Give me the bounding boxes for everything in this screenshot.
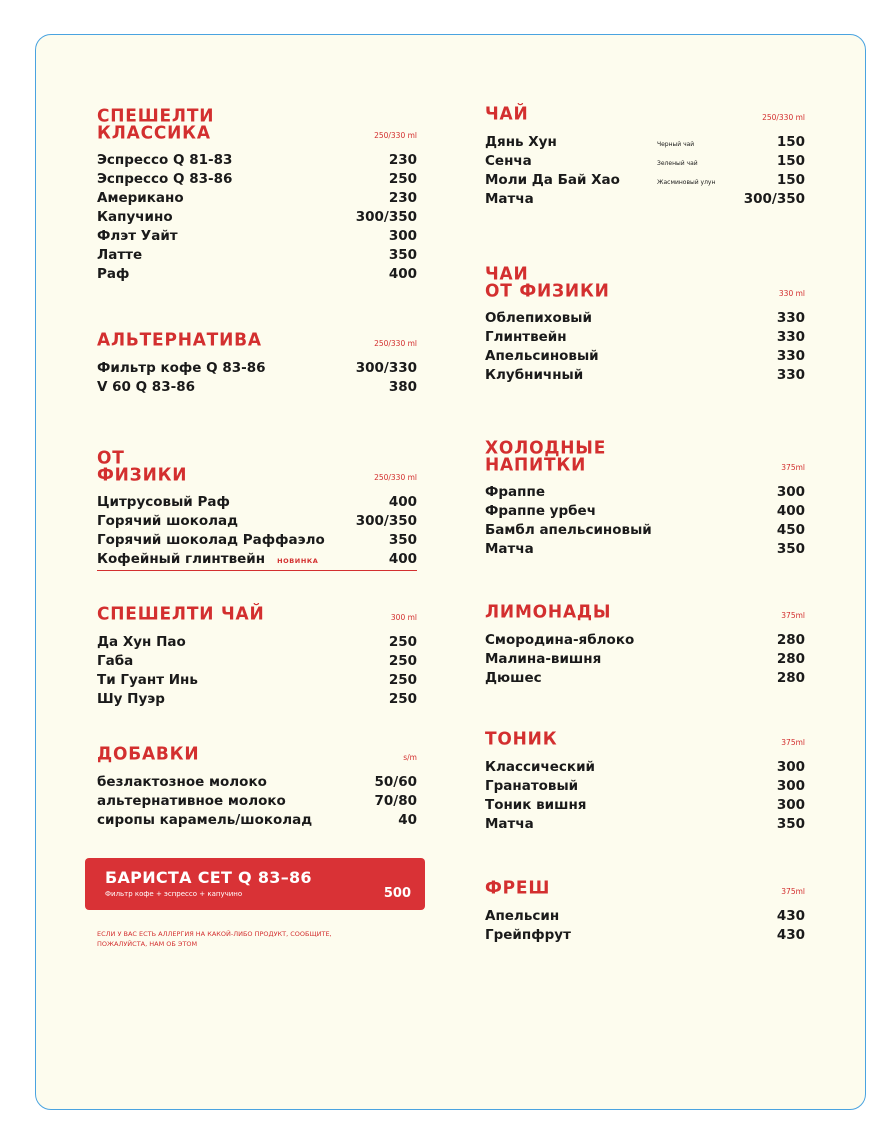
item-price: 330	[776, 329, 805, 345]
section-title: ЧАЙ	[485, 103, 529, 125]
section-header	[97, 743, 417, 765]
item-name: Ти Гуант Инь	[97, 672, 198, 688]
barista-set-price: 500	[383, 886, 411, 901]
menu-item	[485, 310, 805, 329]
menu-section	[97, 329, 417, 398]
item-name: Эспрессо Q 81-83	[97, 152, 233, 168]
menu-item	[485, 908, 805, 927]
item-list	[97, 634, 417, 710]
section-volume: 250/330 ml	[374, 131, 417, 140]
section-header	[97, 105, 417, 144]
item-price: 400	[776, 503, 805, 519]
item-price: 400	[388, 266, 417, 282]
menu-item	[97, 812, 417, 831]
menu-item	[485, 816, 805, 835]
menu-item	[485, 670, 805, 689]
item-name: Сенча	[485, 153, 532, 169]
item-price: 50/60	[374, 774, 417, 790]
menu-item	[485, 172, 805, 191]
item-price: 300/330	[355, 360, 417, 376]
menu-item	[97, 774, 417, 793]
item-list	[97, 494, 417, 571]
item-name: Габа	[97, 653, 134, 669]
item-name: Фраппе урбеч	[485, 503, 596, 519]
menu-item	[97, 360, 417, 379]
item-name: Классический	[485, 759, 596, 775]
item-price: 350	[388, 532, 417, 548]
item-name: Апельсиновый	[485, 348, 599, 364]
menu-item	[485, 522, 805, 541]
item-list	[485, 310, 805, 386]
item-price: 280	[776, 632, 805, 648]
menu-item	[97, 247, 417, 266]
section-header	[485, 103, 805, 125]
menu-item	[485, 484, 805, 503]
section-header	[485, 877, 805, 899]
item-name: Шу Пуэр	[97, 691, 165, 707]
menu-item	[97, 494, 417, 513]
section-title: ФРЕШ	[485, 877, 551, 899]
item-name: Цитрусовый Раф	[97, 494, 230, 510]
section-title: ХОЛОДНЫЕ НАПИТКИ	[485, 437, 607, 476]
section-volume: 375ml	[781, 611, 805, 620]
item-price: 450	[776, 522, 805, 538]
item-name: Тоник вишня	[485, 797, 587, 813]
item-list	[485, 484, 805, 560]
section-volume: 250/330 ml	[374, 339, 417, 348]
menu-section	[485, 728, 805, 835]
item-name: Дюшес	[485, 670, 542, 686]
item-price: 280	[776, 651, 805, 667]
menu-item	[485, 797, 805, 816]
menu-section	[485, 103, 805, 210]
item-name: Капучино	[97, 209, 173, 225]
item-price: 300/350	[743, 191, 805, 207]
section-title: СПЕШЕЛТИ ЧАЙ	[97, 603, 265, 625]
item-price: 430	[776, 927, 805, 943]
item-note: Зеленый чай	[657, 160, 698, 167]
menu-item	[97, 379, 417, 398]
section-header	[97, 603, 417, 625]
item-price: 330	[776, 348, 805, 364]
item-price: 250	[388, 691, 417, 707]
section-volume: 250/330 ml	[762, 113, 805, 122]
menu-item	[485, 153, 805, 172]
item-name: Горячий шоколад	[97, 513, 239, 529]
section-title: ДОБАВКИ	[97, 743, 200, 765]
item-name: Кофейный глинтвейн	[97, 551, 266, 567]
item-price: 250	[388, 672, 417, 688]
new-badge: НОВИНКА	[277, 557, 319, 565]
item-price: 350	[776, 816, 805, 832]
item-price: 330	[776, 310, 805, 326]
menu-section	[485, 877, 805, 946]
menu-item	[485, 503, 805, 522]
section-volume: s/m	[403, 753, 417, 762]
menu-item	[97, 209, 417, 228]
item-price: 350	[388, 247, 417, 263]
section-volume: 330 ml	[778, 289, 805, 298]
item-note: Жасминовый улун	[657, 179, 716, 186]
menu-section	[97, 743, 417, 831]
section-volume: 375ml	[781, 738, 805, 747]
item-name: V 60 Q 83-86	[97, 379, 195, 395]
item-price: 250	[388, 653, 417, 669]
section-title: СПЕШЕЛТИ КЛАССИКА	[97, 105, 215, 144]
item-list	[485, 134, 805, 210]
item-name: сиропы карамель/шоколад	[97, 812, 313, 828]
menu-item	[97, 691, 417, 710]
section-title: АЛЬТЕРНАТИВА	[97, 329, 262, 351]
menu-item	[97, 653, 417, 672]
item-price: 150	[776, 172, 805, 188]
menu-item	[97, 171, 417, 190]
menu-item	[97, 152, 417, 171]
item-list	[485, 759, 805, 835]
item-name: Фраппе	[485, 484, 545, 500]
item-price: 40	[398, 812, 417, 828]
menu-item	[485, 134, 805, 153]
item-name: Эспрессо Q 83-86	[97, 171, 233, 187]
item-name: Грейпфрут	[485, 927, 571, 943]
menu-section	[97, 105, 417, 285]
item-name: Фильтр кофе Q 83-86	[97, 360, 266, 376]
item-list	[97, 360, 417, 398]
barista-set-banner	[85, 858, 425, 910]
item-price: 70/80	[374, 793, 417, 809]
item-price: 300	[776, 484, 805, 500]
item-list	[97, 152, 417, 285]
item-name: Матча	[485, 541, 534, 557]
allergy-note: ЕСЛИ У ВАС ЕСТЬ АЛЛЕРГИЯ НА КАКОЙ-ЛИБО ПРОДУКТ, СООБЩИТЕ, ПОЖАЛУЙСТА, НАМ ОБ ЭТОМ	[97, 930, 332, 948]
section-header	[485, 601, 805, 623]
item-price: 300/350	[355, 513, 417, 529]
menu-section	[485, 437, 805, 560]
item-price: 300/350	[355, 209, 417, 225]
item-price: 430	[776, 908, 805, 924]
item-price: 300	[388, 228, 417, 244]
section-header	[485, 728, 805, 750]
item-price: 150	[776, 134, 805, 150]
item-price: 380	[388, 379, 417, 395]
item-price: 330	[776, 367, 805, 383]
menu-item	[97, 672, 417, 691]
section-volume: 300 ml	[390, 613, 417, 622]
item-list	[485, 908, 805, 946]
menu-item	[485, 632, 805, 651]
item-name: Раф	[97, 266, 130, 282]
item-price: 280	[776, 670, 805, 686]
section-volume: 375ml	[781, 463, 805, 472]
section-volume: 250/330 ml	[374, 473, 417, 482]
item-price: 400	[388, 494, 417, 510]
menu-section	[97, 447, 417, 571]
section-title: ТОНИК	[485, 728, 558, 750]
barista-set-title: БАРИСТА СЕТ Q 83–86	[105, 868, 312, 887]
item-name: Моли Да Бай Хао	[485, 172, 620, 188]
menu-item	[485, 651, 805, 670]
item-name: Гранатовый	[485, 778, 579, 794]
menu-item	[97, 634, 417, 653]
item-price: 350	[776, 541, 805, 557]
item-price: 150	[776, 153, 805, 169]
item-price: 300	[776, 797, 805, 813]
item-name: Дянь Хун	[485, 134, 557, 150]
menu-section	[97, 603, 417, 710]
item-name: Облепиховый	[485, 310, 592, 326]
menu-item	[485, 778, 805, 797]
item-name: Малина-вишня	[485, 651, 602, 667]
item-name: Горячий шоколад Раффаэло	[97, 532, 325, 548]
item-name: Матча	[485, 191, 534, 207]
section-header	[485, 263, 805, 302]
menu-item	[97, 551, 417, 571]
item-list	[97, 774, 417, 831]
section-header	[97, 329, 417, 351]
menu-section	[485, 263, 805, 386]
item-name: альтернативное молоко	[97, 793, 286, 809]
menu-item	[485, 541, 805, 560]
item-price: 300	[776, 778, 805, 794]
item-list	[485, 632, 805, 689]
item-name: Да Хун Пао	[97, 634, 186, 650]
item-name: Смородина-яблоко	[485, 632, 635, 648]
section-header	[97, 447, 417, 486]
item-price: 400	[388, 551, 417, 567]
item-name: Апельсин	[485, 908, 560, 924]
item-price: 250	[388, 634, 417, 650]
menu-item	[485, 348, 805, 367]
item-price: 230	[388, 152, 417, 168]
menu-section	[485, 601, 805, 689]
item-name: Матча	[485, 816, 534, 832]
item-price: 250	[388, 171, 417, 187]
section-header	[485, 437, 805, 476]
item-price: 230	[388, 190, 417, 206]
item-price: 300	[776, 759, 805, 775]
menu-item	[97, 793, 417, 812]
item-name: Латте	[97, 247, 143, 263]
menu-item	[97, 532, 417, 551]
menu-item	[485, 329, 805, 348]
section-title: ЛИМОНАДЫ	[485, 601, 612, 623]
section-volume: 375ml	[781, 887, 805, 896]
item-name: Американо	[97, 190, 184, 206]
menu-item	[485, 367, 805, 386]
menu-item	[485, 191, 805, 210]
item-name: Флэт Уайт	[97, 228, 178, 244]
menu-item	[485, 759, 805, 778]
item-name: Клубничный	[485, 367, 584, 383]
section-title: ОТ ФИЗИКИ	[97, 447, 188, 486]
item-name: Бамбл апельсиновый	[485, 522, 652, 538]
menu-item	[485, 927, 805, 946]
section-title: ЧАИ ОТ ФИЗИКИ	[485, 263, 610, 302]
menu-item	[97, 513, 417, 532]
menu-item	[97, 228, 417, 247]
menu-item	[97, 266, 417, 285]
item-note: Черный чай	[657, 141, 695, 148]
barista-set-subtitle: Фильтр кофе + эспрессо + капучино	[105, 890, 243, 898]
item-name: Глинтвейн	[485, 329, 567, 345]
menu-item	[97, 190, 417, 209]
item-name: безлактозное молоко	[97, 774, 267, 790]
